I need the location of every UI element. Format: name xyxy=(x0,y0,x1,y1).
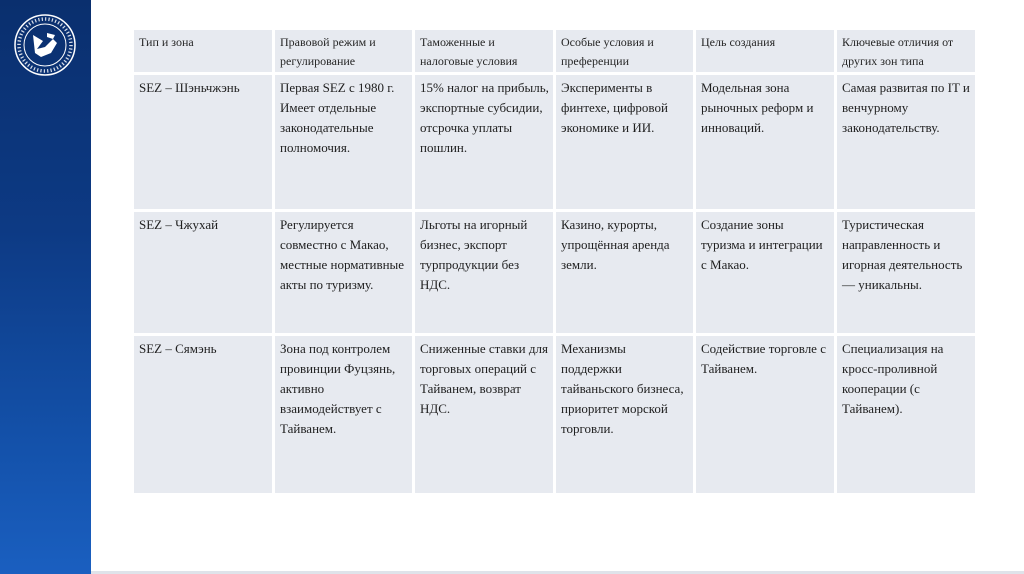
table-cell: SEZ – Шэньчжэнь xyxy=(133,74,274,211)
sez-comparison-table xyxy=(131,27,978,496)
table-cell: Зона под контролем провинции Фуцзянь, активно взаимодействует с Тайванем. xyxy=(274,335,414,495)
table-cell: Льготы на игорный бизнес, экспорт турпродукции без НДС. xyxy=(414,211,555,335)
table-header-row xyxy=(133,29,977,74)
sidebar-band xyxy=(0,0,91,574)
table-cell: SEZ – Чжухай xyxy=(133,211,274,335)
table-cell: Казино, курорты, упрощённая аренда земли. xyxy=(555,211,695,335)
header-cell: Правовой режим и регулирование xyxy=(274,29,414,74)
table-cell: Эксперименты в финтехе, цифровой экономике и ИИ. xyxy=(555,74,695,211)
table-cell: Создание зоны туризма и интеграции с Макао. xyxy=(695,211,836,335)
table-cell: 15% налог на прибыль, экспортные субсидии, отсрочка уплаты пошлин. xyxy=(414,74,555,211)
table-cell: Сниженные ставки для торговых операций с Тайванем, возврат НДС. xyxy=(414,335,555,495)
header-cell: Таможенные и налоговые условия xyxy=(414,29,555,74)
table-row xyxy=(133,335,977,495)
table-cell: Самая развитая по IT и венчурному законодательству. xyxy=(836,74,977,211)
table-cell: Первая SEZ с 1980 г. Имеет отдельные законодательные полномочия. xyxy=(274,74,414,211)
header-cell: Цель создания xyxy=(695,29,836,74)
table-cell: Механизмы поддержки тайваньского бизнеса, приоритет морской торговли. xyxy=(555,335,695,495)
table-cell: SEZ – Сямэнь xyxy=(133,335,274,495)
header-cell: Ключевые отличия от других зон типа xyxy=(836,29,977,74)
table-cell: Содействие торговле с Тайванем. xyxy=(695,335,836,495)
table-row xyxy=(133,74,977,211)
table-cell: Специализация на кросс-проливной кооперации (с Тайванем). xyxy=(836,335,977,495)
header-cell: Тип и зона xyxy=(133,29,274,74)
table-cell: Регулируется совместно с Макао, местные нормативные акты по туризму. xyxy=(274,211,414,335)
table-cell: Туристическая направленность и игорная деятельность — уникальны. xyxy=(836,211,977,335)
university-seal-icon xyxy=(13,13,77,77)
table-cell: Модельная зона рыночных реформ и инноваций. xyxy=(695,74,836,211)
table-row xyxy=(133,211,977,335)
header-cell: Особые условия и преференции xyxy=(555,29,695,74)
